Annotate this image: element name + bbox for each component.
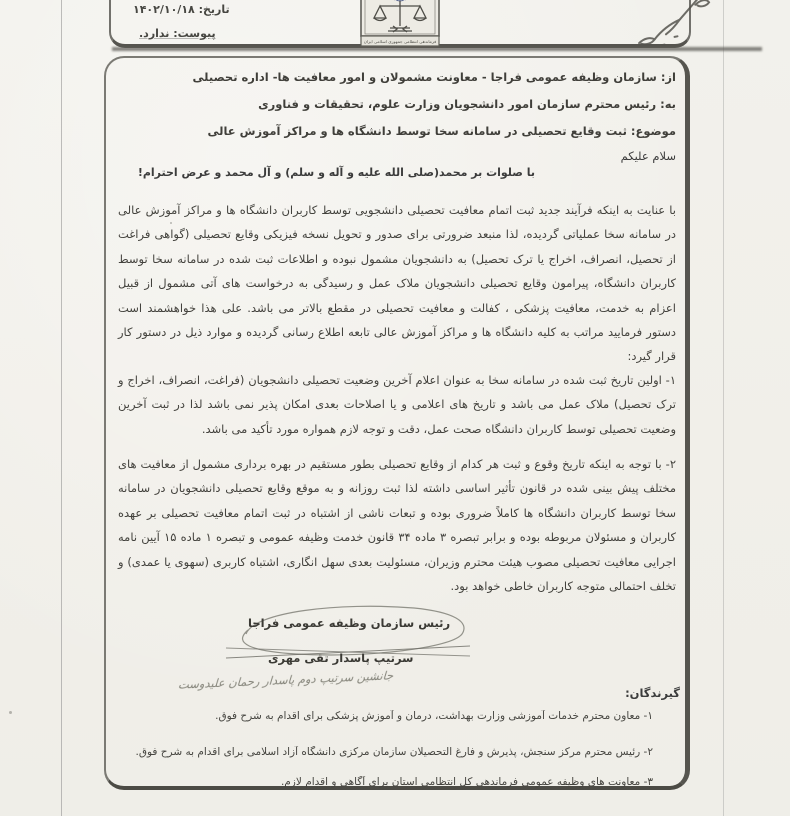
from-line: از: سازمان وظیفه عمومی فراجا - معاونت مشمولان و امور معافیت ها- اداره تحصیلی [192,70,676,84]
recipient-item-3: ۳- معاونت های وظیفه عمومی فرماندهی کل انتظامی استان برای آگاهی و اقدام لازم. [280,776,653,788]
handwritten-signature-note: جانشین سرتیپ دوم پاسدار رحمان علیدوست [177,668,394,692]
scan-speck [9,711,12,714]
recipient-item-2: ۲- رئیس محترم مرکز سنجش، پذیرش و فارغ التحصیلان سازمان مرکزی دانشگاه آزاد اسلامی برای اقدام به شرح فوق. [135,746,653,758]
body-paragraph-1: با عنایت به اینکه فرآیند جدید ثبت اتمام معافیت تحصیلی دانشجویی توسط کاربران دانشگاه ها و مراکز آموزش عالی در سامانه سخا عملیاتی گردیده، لذا منبعد ضرورتی برای صدور و تحویل نسخه فیزیکی وقایع تحصیلی (گواهی فراغت از تحصیل، انصراف، اخراج یا ترک تحصیل) به دانشجویان مشمول نبوده و اطلاعات ثبت شده در سامانه سخا توسط کاربران دانشگاه، پیرامون وقایع تحصیلی دانشجویان ملاک عمل و رسیدگی به درخواست های آتی مشمول از قبیل اعزام به خدمت، معافیت پزشکی ، کفالت و معافیت تحصیلی در مقطع بالاتر می باشد. علی هذا خواهشمند است دستور فرمایید مراتب به کلیه دانشگاه ها و مراکز آموزش عالی تابعه اطلاع رسانی گردیده و موارد ذیل در دستور کار قرار گیرد: [118,203,676,364]
bismillah-calligraphy [624,0,733,60]
page-edge-line-right [723,0,724,816]
date-line: تاریخ: ۱۴۰۲/۱۰/۱۸ [133,3,230,16]
recipient-item-1: ۱- معاون محترم خدمات آموزشی وزارت بهداشت، درمان و آموزش پزشکی برای اقدام به شرح فوق. [215,710,653,722]
signer-title: رئیس سازمان وظیفه عمومی فراجا [248,616,451,630]
emblem-caption: فرماندهی انتظامی جمهوری اسلامی ایران [363,39,437,44]
recipients-label: گیرندگان: [625,686,680,700]
greeting-line: سلام علیکم [620,149,676,163]
faraja-emblem-icon [360,0,440,52]
letter-body-box [104,56,690,790]
salutation-line: با صلوات بر محمد(صلی الله علیه و آله و سلم) و آل محمد و عرض احترام! [137,166,535,179]
body-item-2: ۲- با توجه به اینکه تاریخ وقوع و ثبت هر کدام از وقایع تحصیلی بطور مستقیم در بهره برداری مشمول از معافیت های مختلف پیش بینی شده در قانون تأثیر اساسی داشته لذا ثبت روزانه و به موقع وقایع تحصیلی دانشجویان در سامانه سخا توسط کاربران دانشگاه ها کاملاً ضروری بوده و تبعات ناشی از اشتباه در ثبت اتمام معافیت تحصیلی بر عهده کاربران و مسئولان مربوطه بوده و برابر تبصره ۳ ماده ۳۴ قانون خدمت وظیفه عمومی و تبصره ۱ ماده ۱۵ آیین نامه اجرایی معافیت تحصیلی مصوب هیئت محترم وزیران، مسئولیت بعدی سهل انگاری، اشتباه کاربری (سهوی یا عمدی) و تخلف احتمالی متوجه کاربران خاطی خواهد بود. [118,457,676,594]
signature-block [106,610,685,705]
to-line: به: رئیس محترم سازمان امور دانشجویان وزارت علوم، تحقیقات و فناوری [258,97,676,111]
subject-line: موضوع: ثبت وقایع تحصیلی در سامانه سخا توسط دانشگاه ها و مراکز آموزش عالی [207,124,676,138]
body-item-1: ۱- اولین تاریخ ثبت شده در سامانه سخا به عنوان اعلام آخرین وضعیت تحصیلی دانشجویان (فراغت، انصراف، اخراج و ترک تحصیل) ملاک عمل می باشد و تاریخ های اعلامی و یا اصلاحات بعدی امکان پذیر نمی باشد لذا در ثبت آخرین وضعیت تحصیلی توسط کاربران دانشگاه صحت عمل، دقت و توجه لازم همواره مورد تأکید می باشد. [118,373,676,436]
attachment-line: پیوست: ندارد. [139,27,216,40]
signer-name: سرتیپ پاسدار تقی مهری [268,651,414,665]
page-fold-line-left [61,0,62,816]
